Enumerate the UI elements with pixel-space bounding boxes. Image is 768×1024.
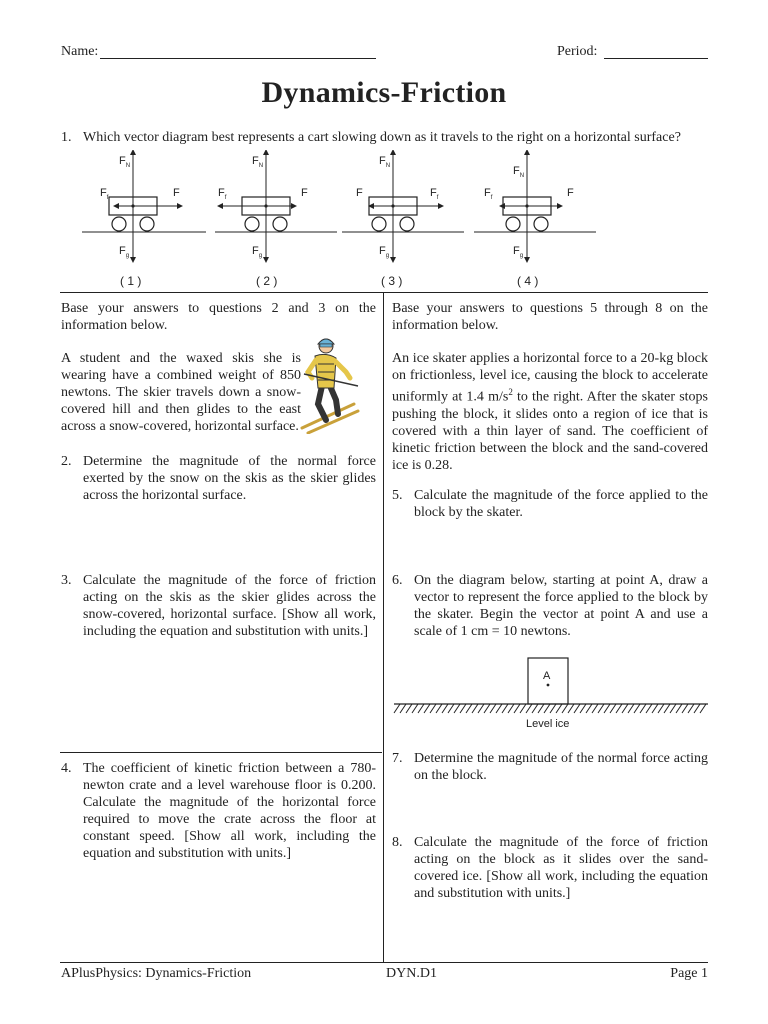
- question-7-number: 7.: [392, 751, 403, 766]
- skater-passage-superscript: 2: [508, 387, 513, 397]
- d2-fn-label: $F_N$: [252, 155, 264, 169]
- question-6-number: 6.: [392, 573, 403, 588]
- period-label: Period:: [557, 44, 598, 59]
- d4-ff-label: $F_f$: [484, 187, 493, 201]
- d4-fn-label: $F_N$: [513, 165, 525, 179]
- d4-f-label: F: [567, 187, 574, 199]
- question-7: [392, 750, 708, 784]
- footer-left: APlusPhysics: Dynamics-Friction: [61, 966, 252, 981]
- question-2-text: Determine the magnitude of the normal force exerted by the snow on the skis as the skier glides across the horizontal surface.: [83, 454, 376, 503]
- skater-passage-part-2: to the right. After the skater stops pushing the block, it slides onto a region of ice that is covered with a thin layer of sand. The coefficient of kinetic friction between the block and the sand-covered ice is 0.28.: [392, 389, 708, 473]
- question-4-text: The coefficient of kinetic friction between a 780-newton crate and a level warehouse floor is 0.200. Calculate the magnitude of the horizontal force required to move the crate across the floor at constant speed. [Show all work, including the equation and substitution with units.]: [83, 761, 376, 861]
- question-1: [61, 129, 721, 146]
- vector-diagrams: [0, 150, 768, 290]
- left-divider: [60, 752, 382, 753]
- page-title: Dynamics-Friction: [261, 76, 507, 109]
- d3-ff-label: $F_f$: [430, 187, 439, 201]
- question-3-number: 3.: [61, 573, 72, 588]
- d3-f-label: F: [356, 187, 363, 199]
- question-8: [392, 834, 708, 902]
- question-5: [392, 487, 708, 521]
- footer-page: Page 1: [670, 966, 708, 981]
- left-intro: Base your answers to questions 2 and 3 on the information below.: [61, 301, 376, 333]
- question-1-text: Which vector diagram best represents a cart slowing down as it travels to the right on a horizontal surface?: [83, 130, 681, 145]
- question-2: [61, 453, 376, 504]
- d3-fn-label: $F_N$: [379, 155, 391, 169]
- point-a-label: A: [543, 670, 551, 682]
- question-6-text: On the diagram below, starting at point A, draw a vector to represent the force applied to the block by the skater. Begin the vector at point A and use a scale of 1 cm = 10 newtons.: [414, 573, 708, 639]
- name-line[interactable]: [100, 46, 376, 59]
- point-a[interactable]: [547, 684, 550, 687]
- skier-passage: A student and the waxed skis she is wearing have a combined weight of 850 newtons. The skier travels down a snow-covered hill and then glides to the east across a snow-covered, horizontal surface.: [61, 351, 301, 434]
- period-line[interactable]: [604, 46, 708, 59]
- d3-fg-label: $F_g$: [379, 245, 390, 259]
- option-3-label[interactable]: ( 3 ): [381, 274, 403, 288]
- question-6: [392, 572, 708, 640]
- question-4-number: 4.: [61, 761, 72, 776]
- skier-illustration: [298, 334, 360, 434]
- diagram-3: [342, 150, 464, 262]
- question-5-text: Calculate the magnitude of the force applied to the block by the skater.: [414, 488, 708, 520]
- section-divider: [60, 292, 708, 293]
- option-1-label[interactable]: ( 1 ): [120, 274, 142, 288]
- question-3-text: Calculate the magnitude of the force of friction acting on the skis as the skier glides across the snow-covered, horizontal surface. [Show all work, including the equation and substitution with units.]: [83, 573, 376, 639]
- option-2-label[interactable]: ( 2 ): [256, 274, 278, 288]
- skater-passage-part-1: An ice skater applies a horizontal force to a 20-kg block on frictionless, level ice, causing the block to accelerate uniformly at 1.4 m/s: [392, 351, 708, 405]
- question-2-number: 2.: [61, 454, 72, 469]
- footer-rule: [60, 962, 708, 963]
- question-5-number: 5.: [392, 488, 403, 503]
- footer-center: DYN.D1: [386, 966, 437, 981]
- diagram-4: [474, 150, 596, 262]
- question-8-text: Calculate the magnitude of the force of friction acting on the block as it slides over the sand-covered ice. [Show all work, including the equation and substitution with units.]: [414, 835, 708, 901]
- d2-fg-label: $F_g$: [252, 245, 263, 259]
- diagram-2: [215, 150, 337, 262]
- ice-hatching: [394, 704, 706, 713]
- diagram-1: [82, 150, 206, 262]
- option-4-label[interactable]: ( 4 ): [517, 274, 539, 288]
- d1-fg-label: $F_g$: [119, 245, 130, 259]
- right-intro: Base your answers to questions 5 through 8 on the information below.: [392, 301, 708, 333]
- question-8-number: 8.: [392, 835, 403, 850]
- question-4: [61, 760, 376, 862]
- d1-f-label: F: [173, 187, 180, 199]
- name-label: Name:: [61, 44, 99, 59]
- d2-ff-label: $F_f$: [218, 187, 227, 201]
- d2-f-label: F: [301, 187, 308, 199]
- question-7-text: Determine the magnitude of the normal force acting on the block.: [414, 751, 708, 783]
- column-divider: [383, 292, 384, 962]
- question-1-number: 1.: [61, 130, 72, 145]
- level-ice-label: Level ice: [526, 718, 570, 730]
- block-diagram[interactable]: [390, 655, 710, 733]
- skater-passage: [392, 350, 708, 474]
- d4-fg-label: $F_g$: [513, 245, 524, 259]
- d1-fn-label: $F_N$: [119, 155, 131, 169]
- question-3: [61, 572, 376, 640]
- d1-ff-label: $F_f$: [100, 187, 109, 201]
